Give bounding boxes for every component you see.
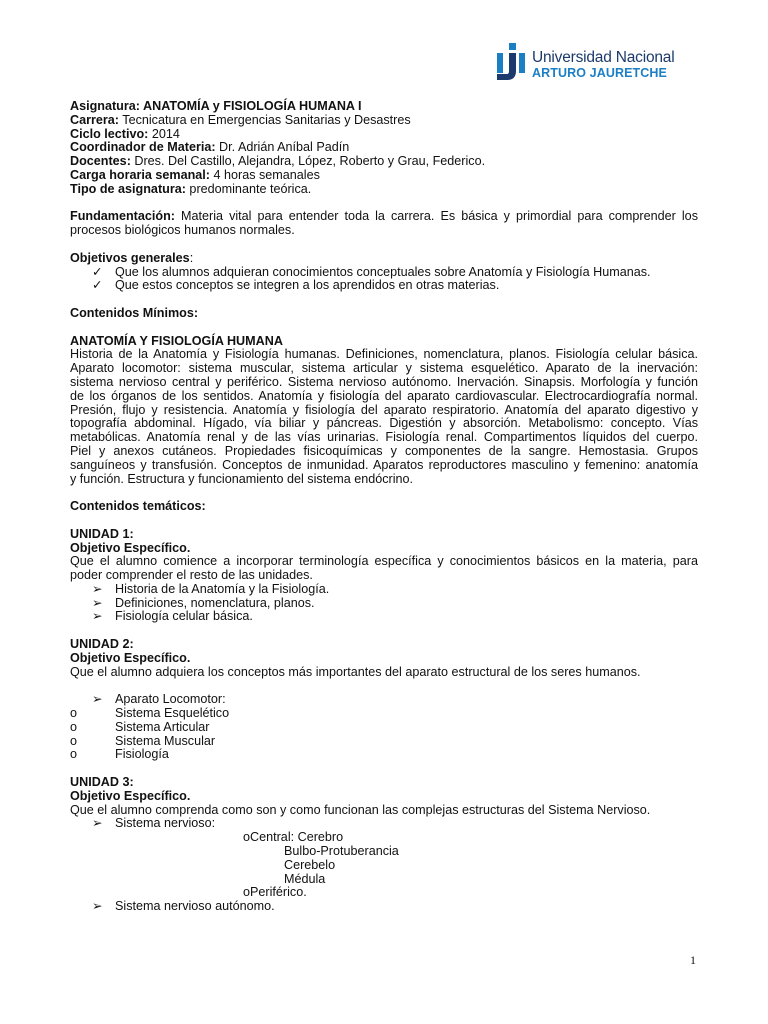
list-item: ➢ Aparato Locomotor: [92, 692, 226, 707]
arrow-bullet-icon: ➢ [92, 692, 103, 707]
objetivos-heading: Objetivos generales: [70, 250, 194, 265]
contenidos-minimos-paragraph [70, 348, 698, 486]
list-item: ➢ Fisiología celular básica. [92, 609, 253, 624]
header-docentes: Docentes: Dres. Del Castillo, Alejandra, López, Roberto y Grau, Federico. [70, 154, 486, 169]
list-item: ➢ Sistema nervioso autónomo. [92, 899, 275, 914]
unidad2-objetivo: Objetivo Específico. [70, 650, 191, 665]
unidad2-text: Que el alumno adquiera los conceptos más importantes del aparato estructural de los seres humanos. [70, 664, 641, 679]
circle-bullet-icon: o [70, 747, 78, 762]
circle-bullet-icon: o [243, 885, 251, 900]
logo-text-line1: Universidad Nacional [532, 49, 675, 66]
list-item: Bulbo-Protuberancia [284, 844, 399, 859]
list-item: o Sistema Esquelético [70, 706, 230, 721]
checkmark-icon: ✓ [92, 264, 103, 279]
paragraph-line: Piel y anexos cutáneos. Propiedades fisicoquímicas y componentes de la sangre. Hemostasia. Grupos [70, 443, 698, 458]
fundamentacion-line2: procesos biológicos humanos normales. [70, 223, 295, 238]
paragraph-line: y función. Estructura y funcionamiento del sistema endócrino. [70, 471, 414, 486]
arrow-bullet-icon: ➢ [92, 816, 103, 831]
paragraph-line: metabólicas. Anatomía renal y de las vías urinarias. Fisiología renal. Compartimentos líquidos del cuerpo. [70, 430, 698, 445]
unidad1-text-line2: poder comprender el resto de las unidades. [70, 568, 313, 583]
page-number: 1 [690, 953, 696, 967]
document-body [70, 100, 698, 914]
arrow-bullet-icon: ➢ [92, 609, 103, 624]
list-item: o Fisiología [70, 747, 169, 762]
paragraph-line: sanguíneos y transfusión. Conceptos de inmunidad. Aparatos reproductores masculino y femenino: anatomía [70, 457, 698, 472]
header-tipo: Tipo de asignatura: predominante teórica. [70, 181, 312, 196]
arrow-bullet-icon: ➢ [92, 581, 103, 596]
circle-bullet-icon: o [243, 830, 251, 845]
list-item: o Sistema Muscular [70, 733, 216, 748]
header-carrera: Carrera: Tecnicatura en Emergencias Sanitarias y Desastres [70, 112, 411, 127]
unidad1-objetivo: Objetivo Específico. [70, 540, 191, 555]
list-item: ➢ Definiciones, nomenclatura, planos. [92, 595, 315, 610]
unidad2-title: UNIDAD 2: [70, 637, 134, 652]
header-carga: Carga horaria semanal: 4 horas semanales [70, 167, 320, 182]
paragraph-line: Historia de la Anatomía y Fisiología humanas. Definiciones, nomenclatura, planos. Fisiología celular básica. [70, 347, 698, 362]
list-item: ➢ Historia de la Anatomía y la Fisiología. [92, 581, 330, 596]
list-item: ✓ Que los alumnos adquieran conocimientos conceptuales sobre Anatomía y Fisiología Humanas. [92, 264, 651, 279]
list-item: o Sistema Articular [70, 719, 210, 734]
paragraph-line: Presión, flujo y resistencia. Anatomía y fisiología del aparato respiratorio. Anatomía del aparato digestivo y [70, 402, 698, 417]
header-coordinador: Coordinador de Materia: Dr. Adrián Aníbal Padín [70, 140, 350, 155]
unidad3-objetivo: Objetivo Específico. [70, 788, 191, 803]
university-logo-icon [497, 43, 525, 81]
contenidos-minimos-heading: Contenidos Mínimos: [70, 305, 199, 320]
list-item: oCentral: Cerebro [243, 830, 344, 845]
arrow-bullet-icon: ➢ [92, 899, 103, 914]
fundamentacion-paragraph: Fundamentación: Materia vital para entender toda la carrera. Es básica y primordial para comprender los [70, 209, 698, 224]
contenidos-minimos-subheading: ANATOMÍA Y FISIOLOGÍA HUMANA [70, 333, 283, 348]
checkmark-icon: ✓ [92, 278, 103, 293]
circle-bullet-icon: o [70, 719, 78, 734]
contenidos-tematicos-heading: Contenidos temáticos: [70, 499, 206, 514]
header-ciclo: Ciclo lectivo: 2014 [70, 126, 180, 141]
paragraph-line: sistema nervioso central y periférico. Sistema nervioso autónomo. Inervación. Sinapsis. Morfología y función [70, 374, 698, 389]
list-item: ✓ Que estos conceptos se integren a los aprendidos en otras materias. [92, 278, 500, 293]
list-item: Médula [284, 871, 326, 886]
list-item: oPeriférico. [243, 885, 307, 900]
university-logo [497, 43, 677, 83]
logo-text-line2: ARTURO JAURETCHE [532, 66, 667, 80]
unidad3-text: Que el alumno comprenda como son y como funcionan las complejas estructuras del Sistema Nervioso. [70, 802, 651, 817]
circle-bullet-icon: o [70, 706, 78, 721]
header-asignatura: Asignatura: ANATOMÍA y FISIOLOGÍA HUMANA I [70, 99, 362, 113]
list-item: ➢ Sistema nervioso: [92, 816, 216, 831]
unidad3-title: UNIDAD 3: [70, 775, 134, 790]
unidad1-text-line1: Que el alumno comience a incorporar terminología específica y conocimientos básicos en la materia, para [70, 554, 698, 569]
paragraph-line: de los órganos de los sentidos. Anatomía y fisiología del aparato cardiovascular. Electrocardiografía normal. [70, 388, 698, 403]
circle-bullet-icon: o [70, 733, 78, 748]
unidad1-title: UNIDAD 1: [70, 526, 134, 541]
paragraph-line: Aparato locomotor: sistema muscular, sistema articular y sistema esquelético. Aparato de la inervación: [70, 361, 698, 376]
paragraph-line: topografía abdominal. Hígado, vía biliar y páncreas. Digestión y absorción. Metabolismo: concepto. Vías [70, 416, 698, 431]
arrow-bullet-icon: ➢ [92, 595, 103, 610]
list-item: Cerebelo [284, 857, 336, 872]
